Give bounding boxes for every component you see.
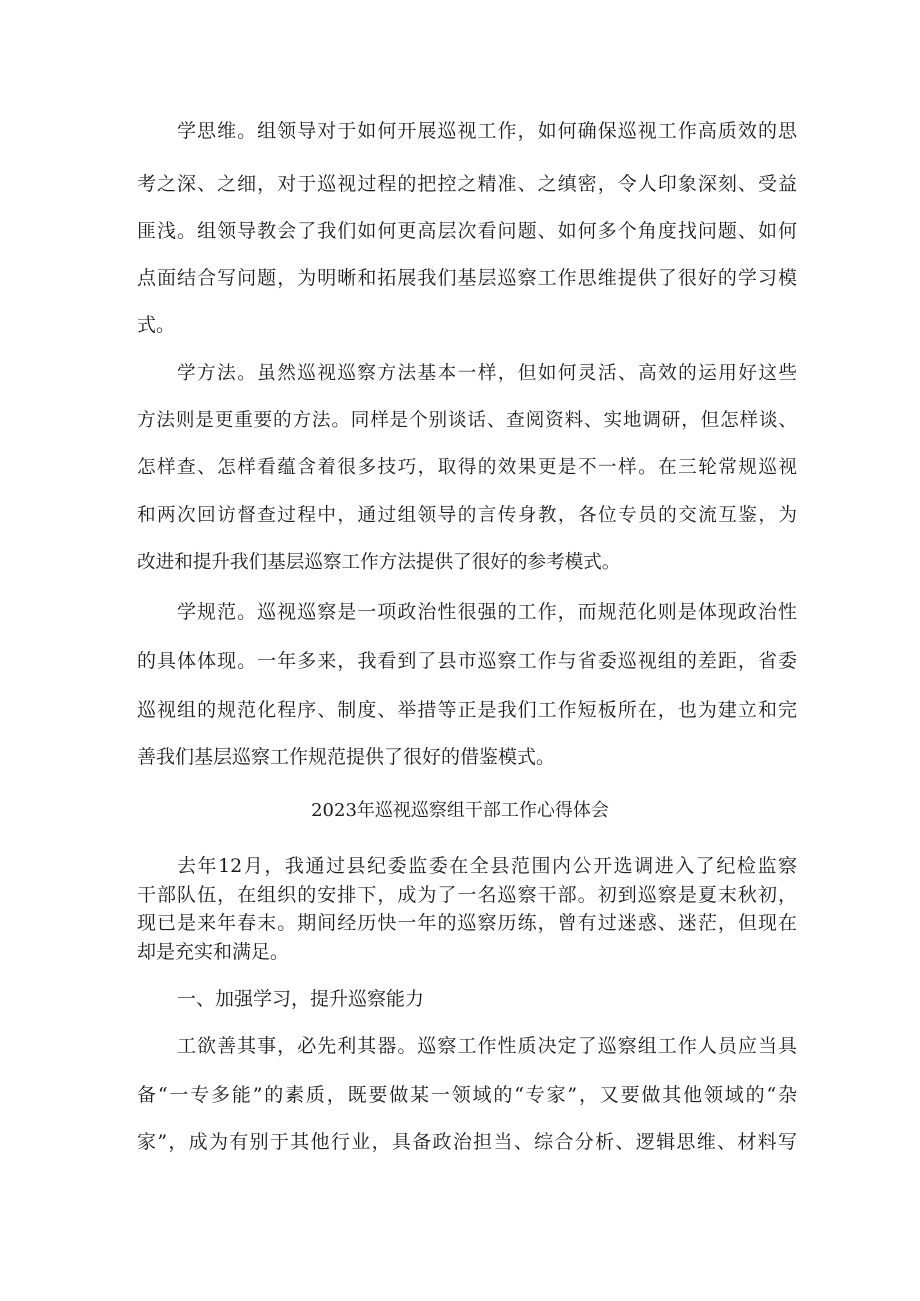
paragraph-line: 却是充实和满足。: [137, 941, 290, 963]
paragraph-line: 备“一专多能”的素质，既要做某一领域的“专家”，又要做其他领域的“杂: [137, 1084, 797, 1106]
paragraph-line: 善我们基层巡察工作规范提供了很好的借鉴模式。: [137, 746, 556, 768]
paragraph-line: 学规范。巡视巡察是一项政治性很强的工作，而规范化则是体现政治性: [177, 601, 797, 623]
paragraph-line: 的具体体现。一年多来，我看到了县市巡察工作与省委巡视组的差距，省委: [137, 650, 797, 672]
paragraph-line: 家”，成为有别于其他行业，具备政治担当、综合分析、逻辑思维、材料写: [137, 1131, 797, 1153]
paragraph-line: 式。: [137, 314, 176, 336]
paragraph-line: 点面结合写问题，为明晰和拓展我们基层巡察工作思维提供了很好的学习模: [137, 267, 797, 289]
paragraph-line: 学方法。虽然巡视巡察方法基本一样，但如何灵活、高效的运用好这些: [177, 363, 797, 384]
paragraph-line: 巡视组的规范化程序、制度、举措等正是我们工作短板所在，也为建立和完: [137, 699, 797, 721]
paragraph-line: 怎样查、怎样看蕴含着很多技巧，取得的效果更是不一样。在三轮常规巡视: [137, 457, 797, 478]
paragraph-line: 工欲善其事，必先利其器。巡察工作性质决定了巡察组工作人员应当具: [177, 1035, 797, 1057]
paragraph-line: 考之深、之细，对于巡视过程的把控之精准、之缜密，令人印象深刻、受益: [137, 173, 797, 195]
paragraph-line: 干部队伍，在组织的安排下，成为了一名巡察干部。初到巡察是夏末秋初，: [137, 884, 797, 906]
paragraph-line: 现已是来年春末。期间经历快一年的巡察历练，曾有过迷惑、迷茫，但现在: [137, 912, 797, 934]
paragraph-line: 和两次回访督查过程中，通过组领导的言传身教，各位专员的交流互鉴，为: [137, 505, 797, 526]
paragraph-line: 匪浅。组领导教会了我们如何更高层次看问题、如何多个角度找问题、如何: [137, 220, 797, 242]
paragraph-line: 改进和提升我们基层巡察工作方法提供了很好的参考模式。: [137, 552, 621, 573]
paragraph-line: 学思维。组领导对于如何开展巡视工作，如何确保巡视工作高质效的思: [177, 120, 797, 142]
paragraph-line: 去年12月，我通过县纪委监委在全县范围内公开选调进入了纪检监察: [177, 855, 797, 877]
section-heading: 一、加强学习，提升巡察能力: [177, 988, 425, 1010]
document-title: 2023年巡视巡察组干部工作心得体会: [311, 800, 609, 821]
paragraph-line: 方法则是更重要的方法。同样是个别谈话、查阅资料、实地调研，但怎样谈、: [137, 410, 797, 431]
